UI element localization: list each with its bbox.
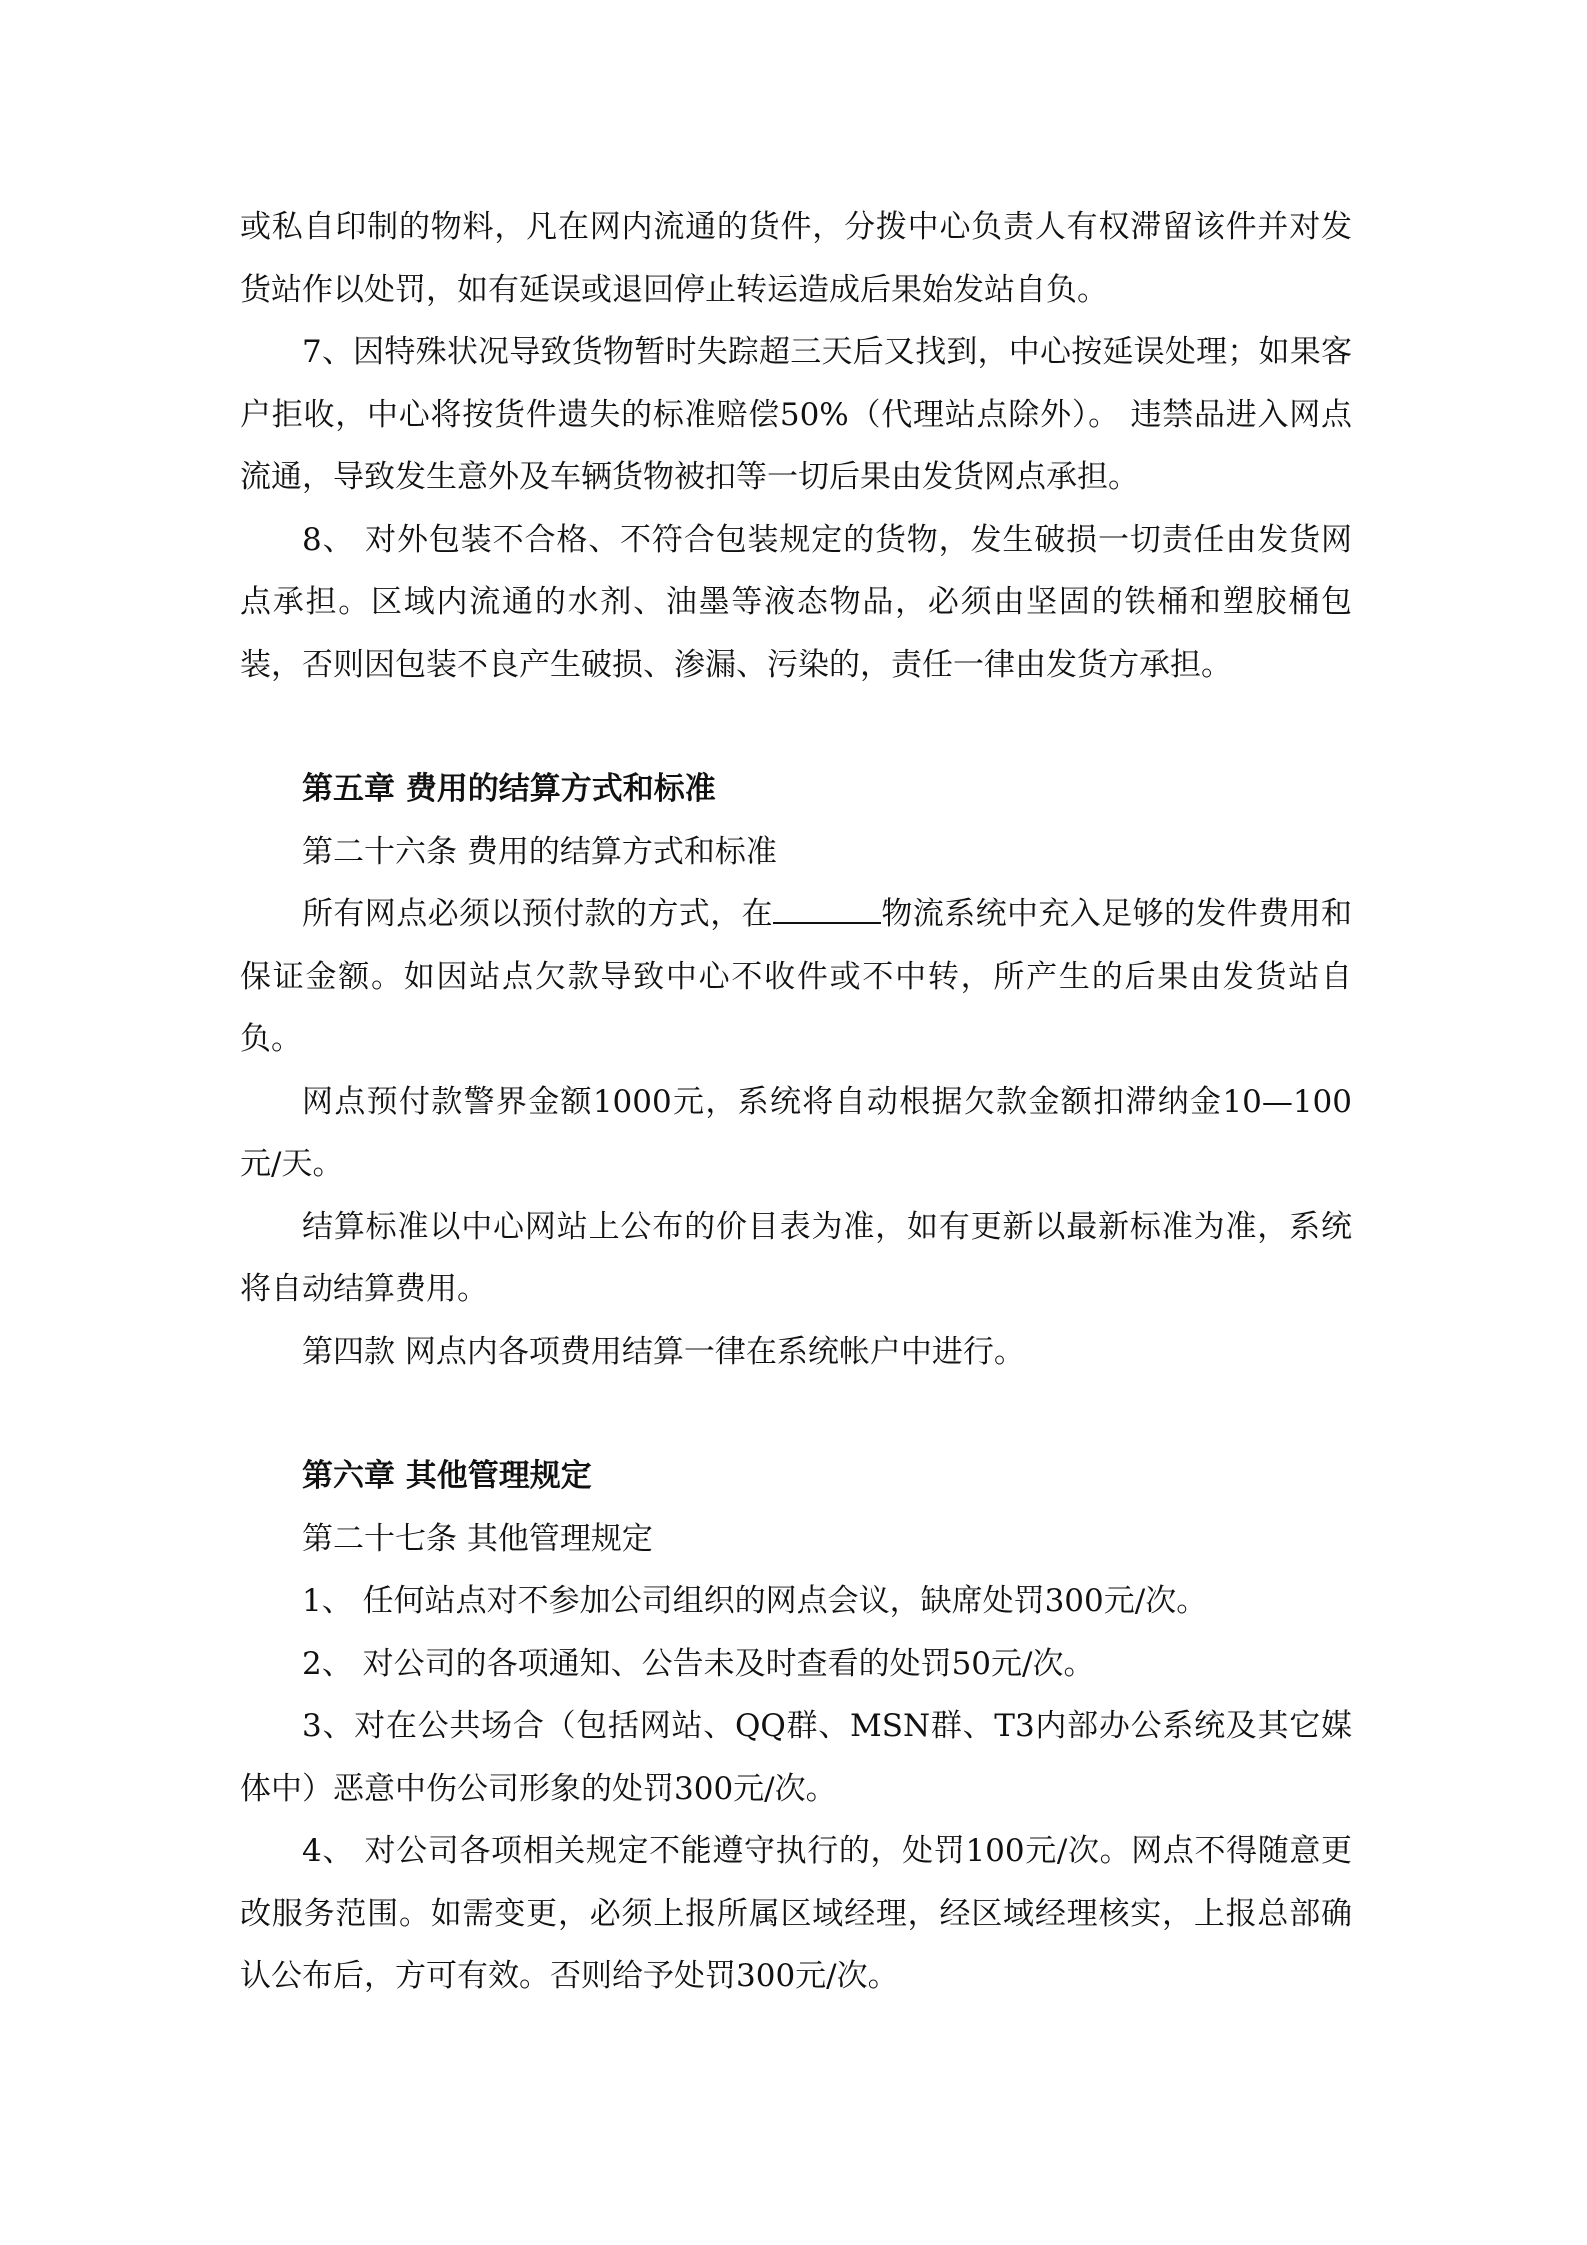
list-item: 1、 任何站点对不参加公司组织的网点会议，缺席处罚300元/次。: [302, 1583, 1208, 1619]
article-27-heading: 第二十七条 其他管理规定: [302, 1520, 653, 1557]
prepayment-text-after: 物流系统中充入足够的发件费用和保证金额。如因站点欠款导致中心不收件或不中转，所产生的后果由发货站自负。: [240, 896, 1352, 1057]
paragraph-prepayment: [240, 883, 1352, 1071]
paragraph-fourth-clause: 第四款 网点内各项费用结算一律在系统帐户中进行。: [302, 1333, 1025, 1370]
list-item: 3、对在公共场合（包括网站、QQ群、MSN群、T3内部办公系统及其它媒体中）恶意中伤公司形象的处罚300元/次。: [240, 1708, 1352, 1807]
paragraph-item-6-continued: 或私自印制的物料，凡在网内流通的货件，分拨中心负责人有权滞留该件并对发货站作以处罚，如有延误或退回停止转运造成后果始发站自负。: [240, 209, 1352, 308]
document-page: [240, 196, 1352, 2008]
list-item: 4、 对公司各项相关规定不能遵守执行的，处罚100元/次。网点不得随意更改服务范围。如需变更，必须上报所属区域经理，经区域经理核实，上报总部确认公布后，方可有效。否则给予处罚300元/次。: [240, 1833, 1352, 1994]
prepayment-text-before: 所有网点必须以预付款的方式，在: [302, 896, 773, 932]
section-gap: [240, 696, 1352, 758]
chapter-5-title: 第五章 费用的结算方式和标准: [302, 771, 716, 807]
blank-underline: [773, 894, 881, 924]
paragraph-warning-amount: 网点预付款警界金额1000元，系统将自动根据欠款金额扣滞纳金10—100元/天。: [240, 1083, 1352, 1182]
chapter-6-title: 第六章 其他管理规定: [302, 1458, 592, 1494]
section-gap: [240, 1383, 1352, 1445]
paragraph-settlement-standard: 结算标准以中心网站上公布的价目表为准，如有更新以最新标准为准，系统将自动结算费用。: [240, 1208, 1352, 1307]
list-item: 2、 对公司的各项通知、公告未及时查看的处罚50元/次。: [302, 1645, 1095, 1682]
paragraph-item-8: 8、 对外包装不合格、不符合包装规定的货物，发生破损一切责任由发货网点承担。区域内流通的水剂、油墨等液态物品，必须由坚固的铁桶和塑胶桶包装，否则因包装不良产生破损、渗漏、污染的，责任一律由发货方承担。: [240, 521, 1352, 683]
article-26-heading: 第二十六条 费用的结算方式和标准: [302, 833, 777, 870]
paragraph-item-7: 7、因特殊状况导致货物暂时失踪超三天后又找到，中心按延误处理；如果客户拒收，中心将按货件遗失的标准赔偿50%（代理站点除外）。 违禁品进入网点流通，导致发生意外及车辆货物被扣等一切后果由发货网点承担。: [240, 334, 1352, 495]
